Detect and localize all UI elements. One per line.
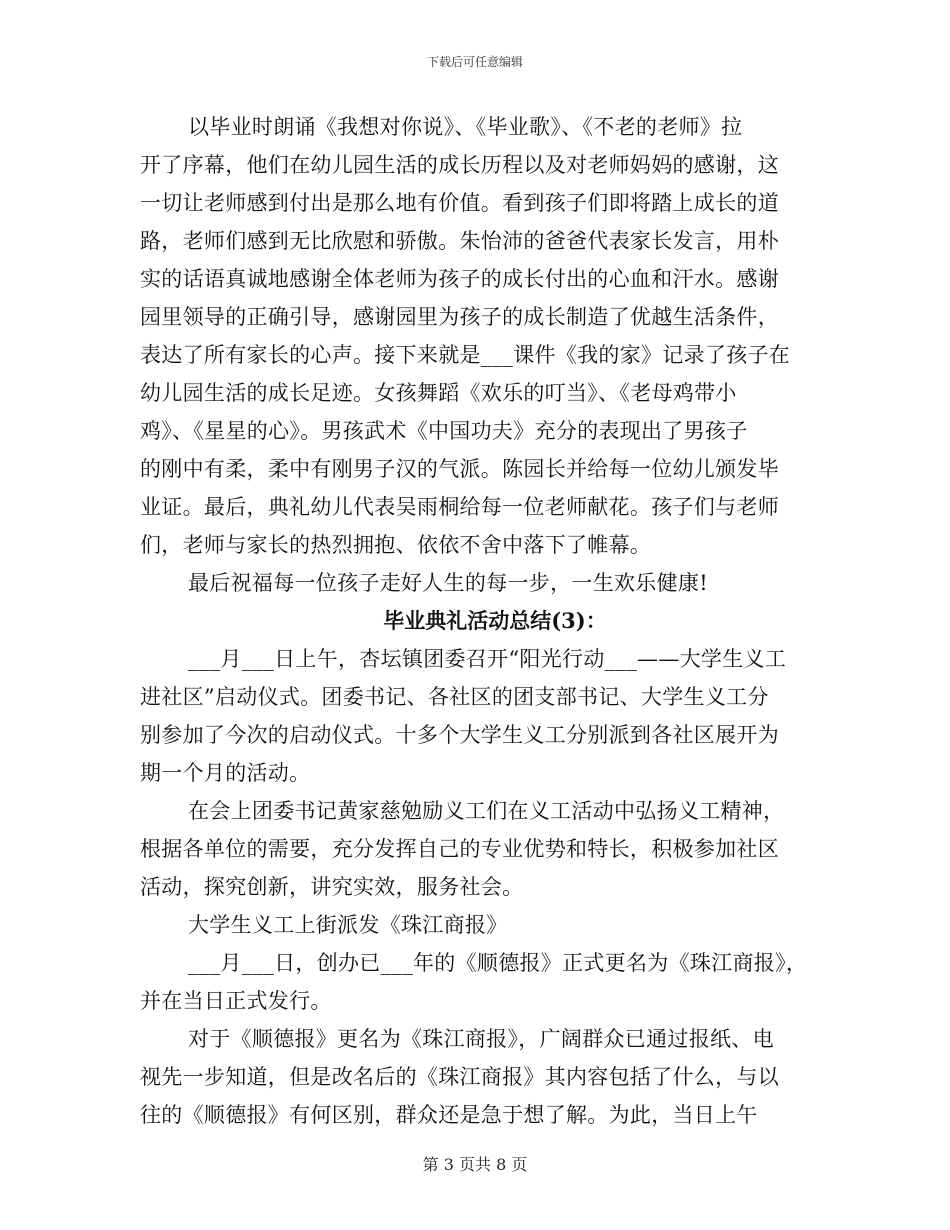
text-line: 对于《顺德报》更名为《珠江商报》，广阔群众已通过报纸、电 [188, 1027, 774, 1051]
text-line: 的刚中有柔，柔中有刚男子汉的气派。陈园长并给每一位幼儿颁发毕 [140, 457, 779, 481]
text-line: 开了序幕，他们在幼儿园生活的成长历程以及对老师妈妈的感谢，这 [140, 153, 779, 177]
text-line: 视先一步知道，但是改名后的《珠江商报》其内容包括了什么，与以 [140, 1065, 779, 1089]
text-line: 别参加了今次的启动仪式。十多个大学生义工分别派到各社区展开为 [140, 723, 779, 747]
text-line: 们，老师与家长的热烈拥抱、依依不舍中落下了帷幕。 [140, 533, 652, 557]
text-line: ___月___日上午，杏坛镇团委召开“阳光行动___——大学生义工 [188, 647, 787, 671]
text-line: 往的《顺德报》有何区别，群众还是急于想了解。为此，当日上午 [140, 1103, 758, 1127]
text-line: 路，老师们感到无比欣慰和骄傲。朱怡沛的爸爸代表家长发言，用朴 [140, 229, 779, 253]
text-line: 鸡》、《星星的心》。男孩武术《中国功夫》充分的表现出了男孩子 [140, 419, 748, 443]
text-line: 园里领导的正确引导，感谢园里为孩子的成长制造了优越生活条件， [140, 305, 779, 329]
text-line: 并在当日正式发行。 [140, 989, 332, 1013]
text-line: 表达了所有家长的心声。接下来就是___课件《我的家》记录了孩子在 [140, 343, 791, 367]
text-line: 活动，探究创新，讲究实效，服务社会。 [140, 875, 524, 899]
text-line: 进社区”启动仪式。团委书记、各社区的团支部书记、大学生义工分 [140, 685, 769, 709]
section-title: 毕业典礼活动总结(3)： [383, 608, 607, 633]
page-header: 下载后可任意编辑 [426, 55, 523, 69]
page-footer: 第 3 页共 8 页 [422, 1155, 528, 1174]
text-line: 以毕业时朗诵《我想对你说》、《毕业歌》、《不老的老师》拉 [188, 115, 743, 139]
text-line: ___月___日，创办已___年的《顺德报》正式更名为《珠江商报》， [188, 951, 808, 975]
text-line: 根据各单位的需要，充分发挥自己的专业优势和特长，积极参加社区 [140, 837, 779, 861]
text-line: 幼儿园生活的成长足迹。女孩舞蹈《欢乐的叮当》、《老母鸡带小 [140, 381, 737, 405]
text-line: 业证。最后，典礼幼儿代表吴雨桐给每一位老师献花。孩子们与老师 [140, 495, 779, 519]
text-line: 一切让老师感到付出是那么地有价值。看到孩子们即将踏上成长的道 [140, 191, 779, 215]
document-body [140, 108, 820, 1134]
text-line: 最后祝福每一位孩子走好人生的每一步，一生欢乐健康! [188, 571, 708, 595]
text-line: 在会上团委书记黄家慈勉励义工们在义工活动中弘扬义工精神， [188, 799, 785, 823]
text-line: 期一个月的活动。 [140, 761, 311, 785]
text-line: 大学生义工上街派发《珠江商报》 [188, 913, 508, 937]
text-line: 实的话语真诚地感谢全体老师为孩子的成长付出的心血和汗水。感谢 [140, 267, 779, 291]
